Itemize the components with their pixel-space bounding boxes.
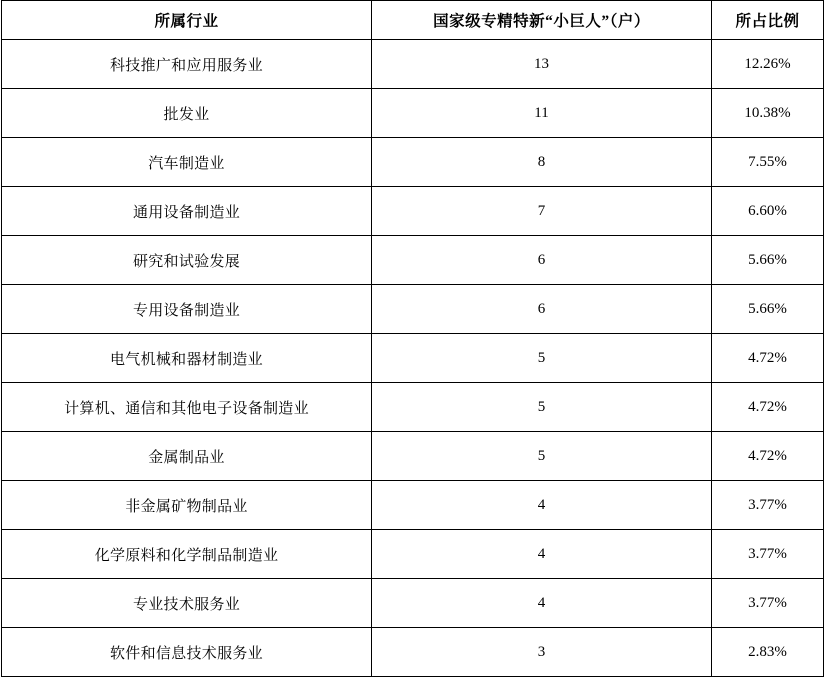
cell-industry: 电气机械和器材制造业 [2,334,372,383]
column-header-share: 所占比例 [712,1,824,40]
table-row [2,334,824,383]
cell-count: 5 [372,383,712,432]
cell-share: 4.72% [712,432,824,481]
table-row [2,530,824,579]
cell-share: 2.83% [712,628,824,677]
cell-industry: 批发业 [2,89,372,138]
table-body [2,40,824,677]
cell-industry: 化学原料和化学制品制造业 [2,530,372,579]
cell-count: 4 [372,530,712,579]
cell-industry: 专用设备制造业 [2,285,372,334]
cell-share: 7.55% [712,138,824,187]
table-row [2,481,824,530]
cell-count: 4 [372,481,712,530]
cell-industry: 科技推广和应用服务业 [2,40,372,89]
cell-share: 3.77% [712,481,824,530]
cell-count: 8 [372,138,712,187]
cell-industry: 研究和试验发展 [2,236,372,285]
cell-count: 5 [372,432,712,481]
cell-industry: 软件和信息技术服务业 [2,628,372,677]
cell-count: 6 [372,285,712,334]
table-row [2,383,824,432]
cell-count: 11 [372,89,712,138]
table-row [2,285,824,334]
table-row [2,138,824,187]
cell-industry: 通用设备制造业 [2,187,372,236]
cell-share: 3.77% [712,530,824,579]
cell-industry: 非金属矿物制品业 [2,481,372,530]
cell-count: 6 [372,236,712,285]
table-row [2,40,824,89]
table-row [2,187,824,236]
cell-count: 4 [372,579,712,628]
column-header-count: 国家级专精特新“小巨人”（户） [372,1,712,40]
cell-industry: 金属制品业 [2,432,372,481]
cell-industry: 汽车制造业 [2,138,372,187]
table-row [2,579,824,628]
industry-statistics-table [1,0,824,677]
cell-count: 13 [372,40,712,89]
cell-share: 10.38% [712,89,824,138]
cell-share: 5.66% [712,236,824,285]
table-row [2,89,824,138]
cell-share: 4.72% [712,383,824,432]
table-header-row [2,1,824,40]
cell-count: 3 [372,628,712,677]
cell-share: 6.60% [712,187,824,236]
cell-count: 7 [372,187,712,236]
table-header [2,1,824,40]
cell-share: 4.72% [712,334,824,383]
cell-count: 5 [372,334,712,383]
cell-industry: 计算机、通信和其他电子设备制造业 [2,383,372,432]
table-row [2,628,824,677]
cell-share: 5.66% [712,285,824,334]
column-header-industry: 所属行业 [2,1,372,40]
cell-share: 12.26% [712,40,824,89]
cell-share: 3.77% [712,579,824,628]
cell-industry: 专业技术服务业 [2,579,372,628]
table-row [2,236,824,285]
table-row [2,432,824,481]
